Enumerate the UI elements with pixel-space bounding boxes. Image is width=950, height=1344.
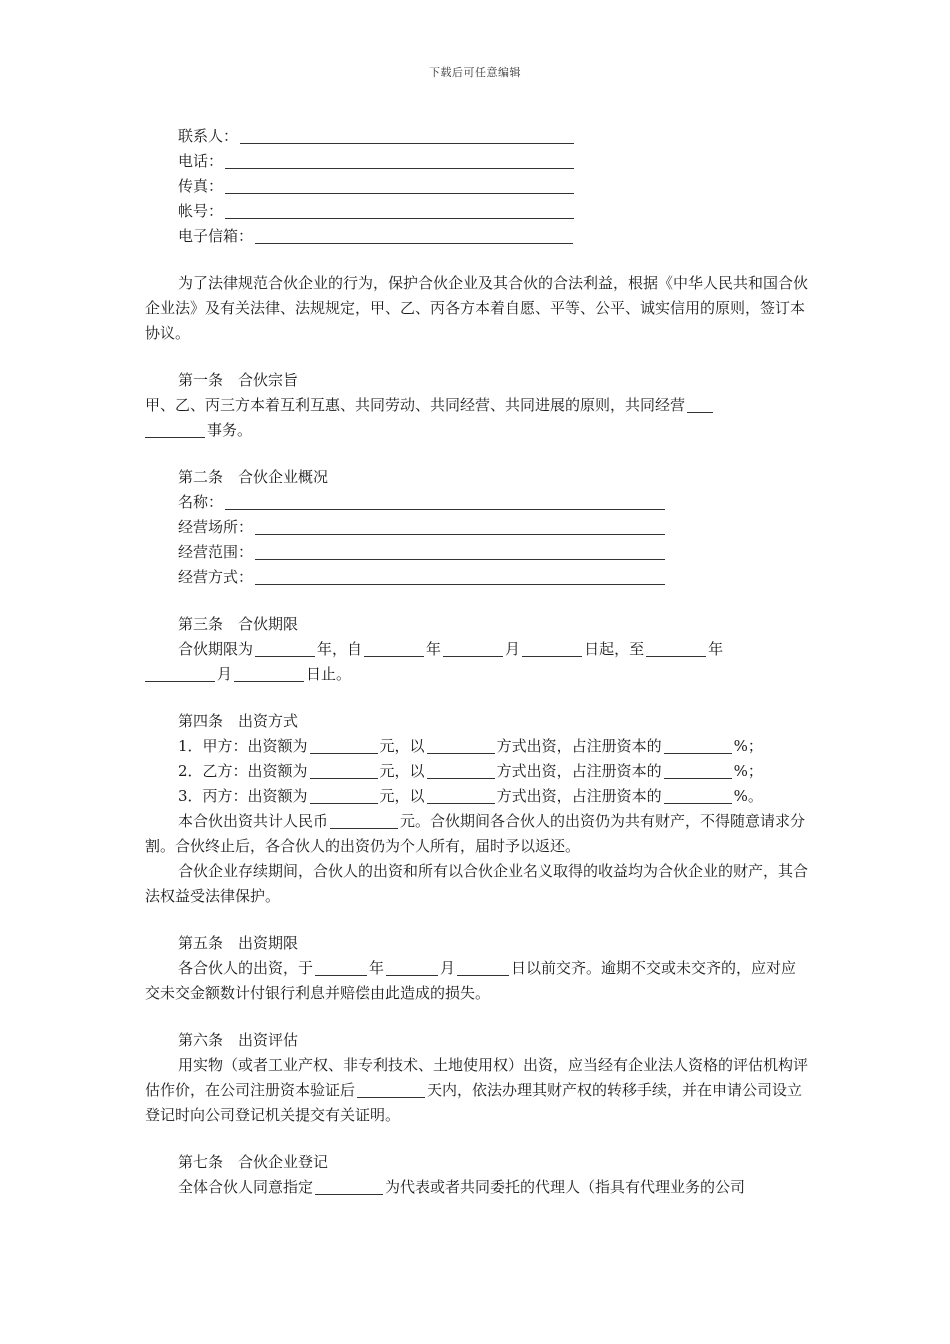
article-2-title: 第二条 合伙企业概况 (178, 468, 329, 486)
blank-field[interactable] (330, 812, 398, 829)
blank-field[interactable] (457, 959, 509, 976)
enterprise-row (178, 540, 810, 565)
contact-row (178, 124, 810, 149)
text: 事务。 (207, 421, 253, 439)
text: 年 (708, 640, 724, 658)
text: 2．乙方：出资额为 (178, 762, 308, 780)
enterprise-fields (145, 490, 810, 590)
enterprise-row (178, 490, 810, 515)
contact-label: 联系人： (178, 127, 239, 145)
text: 年 (426, 640, 442, 658)
enterprise-input-line[interactable] (225, 493, 665, 510)
contact-row (178, 149, 810, 174)
contact-input-line[interactable] (225, 177, 574, 194)
enterprise-row (178, 515, 810, 540)
text: 年 (369, 959, 385, 977)
article-4-total (145, 809, 810, 859)
contact-input-line[interactable] (225, 202, 574, 219)
contact-input-line[interactable] (225, 152, 574, 169)
blank-field[interactable] (145, 665, 215, 682)
article-1-text (145, 393, 810, 443)
article-5-title: 第五条 出资期限 (178, 934, 299, 952)
text: 年，自 (317, 640, 363, 658)
blank-field[interactable] (664, 762, 732, 779)
article-3-text (145, 637, 810, 687)
field-label: 经营范围： (178, 543, 254, 561)
article-6-text (145, 1053, 810, 1128)
field-label: 经营方式： (178, 568, 254, 586)
text: 合伙期限为 (178, 640, 254, 658)
blank-field[interactable] (687, 396, 713, 413)
article-3-title: 第三条 合伙期限 (178, 615, 299, 633)
text: 元。合伙期间各合伙人的出资仍为共有财产，不得随意请求分割。合伙终止后，各合伙人的出资仍为个人所有，届时予以返还。 (145, 812, 806, 855)
article-7-title: 第七条 合伙企业登记 (178, 1153, 329, 1171)
field-label: 经营场所： (178, 518, 254, 536)
contribution-rows (145, 734, 810, 809)
text: 方式出资，占注册资本的 (496, 737, 662, 755)
field-label: 名称： (178, 493, 224, 511)
text: 1．甲方：出资额为 (178, 737, 308, 755)
blank-field[interactable] (427, 762, 495, 779)
text: 各合伙人的出资，于 (178, 959, 314, 977)
text: 月 (217, 665, 233, 683)
blank-field[interactable] (646, 640, 706, 657)
text: 元，以 (379, 762, 425, 780)
text: 日起，至 (584, 640, 645, 658)
contact-row (178, 174, 810, 199)
blank-field[interactable] (255, 640, 315, 657)
text: 甲、乙、丙三方本着互利互惠、共同劳动、共同经营、共同进展的原则，共同经营 (145, 396, 686, 414)
blank-field[interactable] (427, 787, 495, 804)
text: %。 (733, 787, 763, 805)
article-6-title: 第六条 出资评估 (178, 1031, 299, 1049)
contribution-row (178, 734, 810, 759)
blank-field[interactable] (310, 737, 378, 754)
preamble: 为了法律规范合伙企业的行为，保护合伙企业及其合伙的合法利益，根据《中华人民共和国合伙企业法》及有关法律、法规规定，甲、乙、丙各方本着自愿、平等、公平、诚实信用的原则，签订本协议。 (145, 274, 809, 342)
blank-field[interactable] (315, 959, 367, 976)
contact-label: 传真： (178, 177, 224, 195)
text: %； (733, 762, 763, 780)
agreement-body (145, 124, 810, 1200)
text: 月 (505, 640, 521, 658)
article-1-title: 第一条 合伙宗旨 (178, 371, 299, 389)
blank-field[interactable] (443, 640, 503, 657)
text: 方式出资，占注册资本的 (496, 787, 662, 805)
text: 方式出资，占注册资本的 (496, 762, 662, 780)
contact-label: 电子信箱： (178, 227, 254, 245)
text: 用实物（或者工业产权、非专利技术、土地使用权）出资，应当经有企业法人资格的评估机构评估作价，在公司注册资本验证后 (145, 1056, 809, 1099)
enterprise-input-line[interactable] (255, 568, 665, 585)
text: 日止。 (306, 665, 352, 683)
contact-row (178, 199, 810, 224)
enterprise-input-line[interactable] (255, 518, 665, 535)
text: 为代表或者共同委托的代理人（指具有代理业务的公司 (385, 1178, 746, 1196)
blank-field[interactable] (234, 665, 304, 682)
text: 元，以 (379, 737, 425, 755)
blank-field[interactable] (145, 421, 205, 438)
contact-label: 帐号： (178, 202, 224, 220)
blank-field[interactable] (357, 1081, 425, 1098)
blank-field[interactable] (315, 1178, 383, 1195)
enterprise-row (178, 565, 810, 590)
blank-field[interactable] (664, 737, 732, 754)
contact-block (145, 124, 810, 249)
blank-field[interactable] (364, 640, 424, 657)
blank-field[interactable] (386, 959, 438, 976)
text: 天内，依法办理其财产权的转移手续，并在申请公司设立登记时向公司登记机关提交有关证明。 (145, 1081, 803, 1124)
article-4-paragraph: 合伙企业存续期间，合伙人的出资和所有以合伙企业名义取得的收益均为合伙企业的财产，其合法权益受法律保护。 (145, 862, 809, 905)
contact-row (178, 224, 810, 249)
contribution-row (178, 759, 810, 784)
text: 3．丙方：出资额为 (178, 787, 308, 805)
text: %； (733, 737, 763, 755)
blank-field[interactable] (522, 640, 582, 657)
blank-field[interactable] (310, 762, 378, 779)
contact-input-line[interactable] (255, 227, 573, 244)
page-header: 下载后可任意编辑 (429, 66, 521, 79)
blank-field[interactable] (310, 787, 378, 804)
blank-field[interactable] (664, 787, 732, 804)
article-7-text (145, 1175, 810, 1200)
text: 全体合伙人同意指定 (178, 1178, 314, 1196)
contact-label: 电话： (178, 152, 224, 170)
article-4-title: 第四条 出资方式 (178, 712, 299, 730)
enterprise-input-line[interactable] (255, 543, 665, 560)
text: 日以前交齐。逾期不交或未交齐的，应对应交未交金额数计付银行利息并赔偿由此造成的损失。 (145, 959, 797, 1002)
text: 月 (440, 959, 456, 977)
article-5-text (145, 956, 810, 1006)
text: 元，以 (379, 787, 425, 805)
contact-input-line[interactable] (240, 127, 574, 144)
contribution-row (178, 784, 810, 809)
blank-field[interactable] (427, 737, 495, 754)
text: 本合伙出资共计人民币 (178, 812, 329, 830)
